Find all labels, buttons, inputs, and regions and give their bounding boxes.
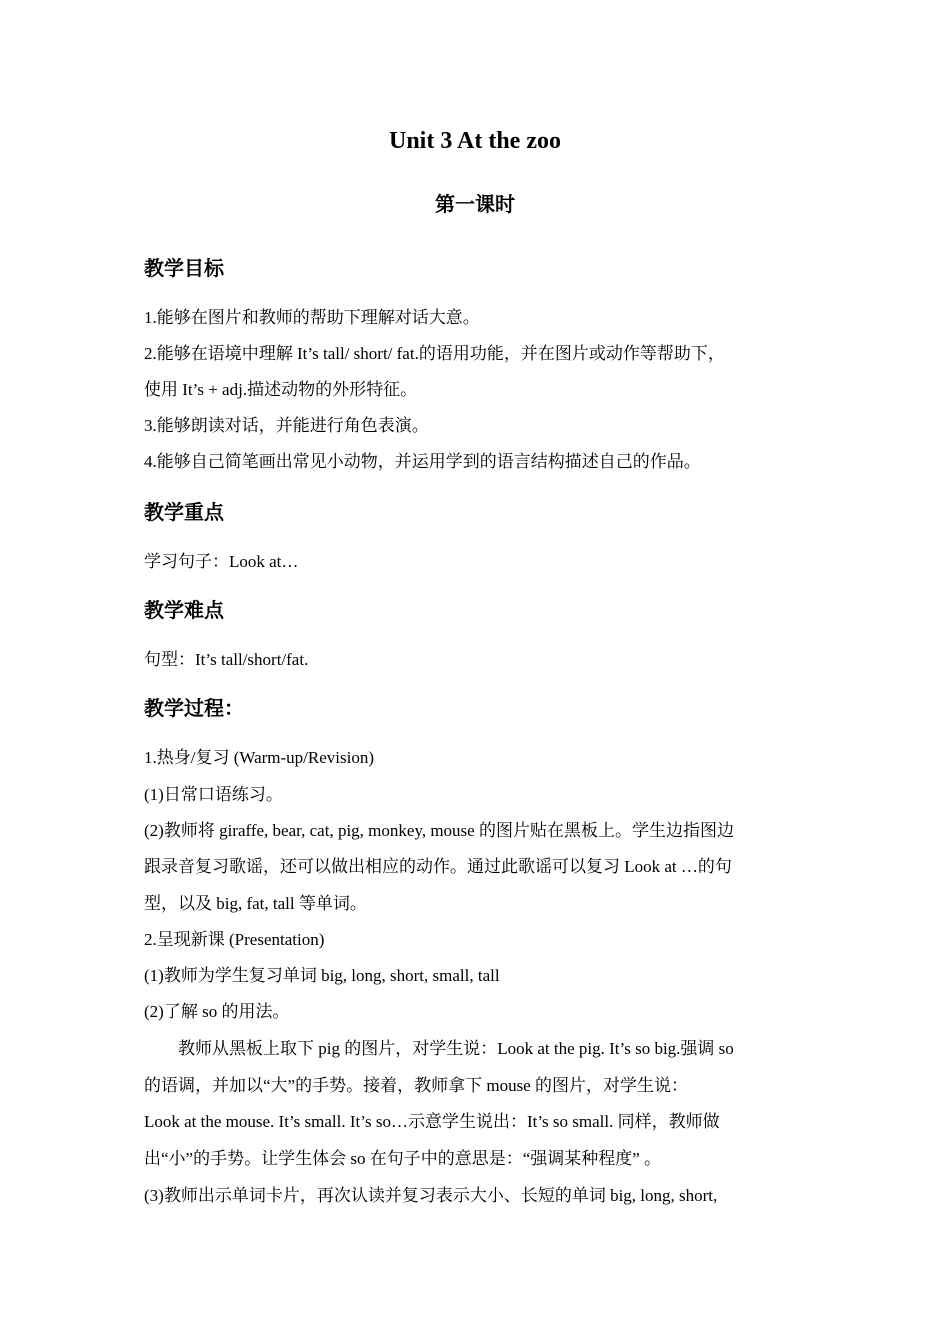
- process-line: 2.呈现新课 (Presentation): [144, 930, 325, 949]
- process-line: Look at the mouse. It’s small. It’s so…示意学生说出：It’s so small. 同样，教师做: [144, 1112, 720, 1131]
- process-line: (2)了解 so 的用法。: [144, 1002, 290, 1021]
- process-line: 型，以及 big, fat, tall 等单词。: [144, 894, 367, 913]
- difficulties-heading: 教学难点: [144, 598, 224, 622]
- objective-line: 2.能够在语境中理解 It’s tall/ short/ fat.的语用功能，并在图片或动作等帮助下，: [144, 344, 725, 363]
- objectives-heading: 教学目标: [144, 256, 224, 280]
- process-line: 跟录音复习歌谣，还可以做出相应的动作。通过此歌谣可以复习 Look at …的句: [144, 857, 732, 876]
- process-line: 的语调，并加以“大”的手势。接着，教师拿下 mouse 的图片，对学生说：: [144, 1076, 688, 1095]
- difficulties-line: 句型：It’s tall/short/fat.: [144, 650, 309, 669]
- lesson-subtitle: 第一课时: [435, 192, 515, 216]
- process-line: 教师从黑板上取下 pig 的图片，对学生说：Look at the pig. It’s so big.强调 so: [178, 1039, 734, 1058]
- process-heading: 教学过程：: [144, 696, 244, 720]
- process-line: 1.热身/复习 (Warm-up/Revision): [144, 748, 374, 767]
- process-line: (3)教师出示单词卡片，再次认读并复习表示大小、长短的单词 big, long, short,: [144, 1186, 718, 1205]
- process-line: 出“小”的手势。让学生体会 so 在句子中的意思是：“强调某种程度” 。: [144, 1149, 662, 1168]
- key-points-heading: 教学重点: [144, 500, 224, 524]
- process-line: (1)教师为学生复习单词 big, long, short, small, tall: [144, 966, 500, 985]
- objective-line: 使用 It’s + adj.描述动物的外形特征。: [144, 380, 418, 399]
- objective-line: 1.能够在图片和教师的帮助下理解对话大意。: [144, 308, 480, 327]
- process-line: (2)教师将 giraffe, bear, cat, pig, monkey, mouse 的图片贴在黑板上。学生边指图边: [144, 821, 734, 840]
- objective-line: 4.能够自己简笔画出常见小动物，并运用学到的语言结构描述自己的作品。: [144, 452, 701, 471]
- process-line: (1)日常口语练习。: [144, 785, 283, 804]
- document-title: Unit 3 At the zoo: [389, 128, 561, 154]
- objective-line: 3.能够朗读对话，并能进行角色表演。: [144, 416, 429, 435]
- key-points-line: 学习句子：Look at…: [144, 552, 299, 571]
